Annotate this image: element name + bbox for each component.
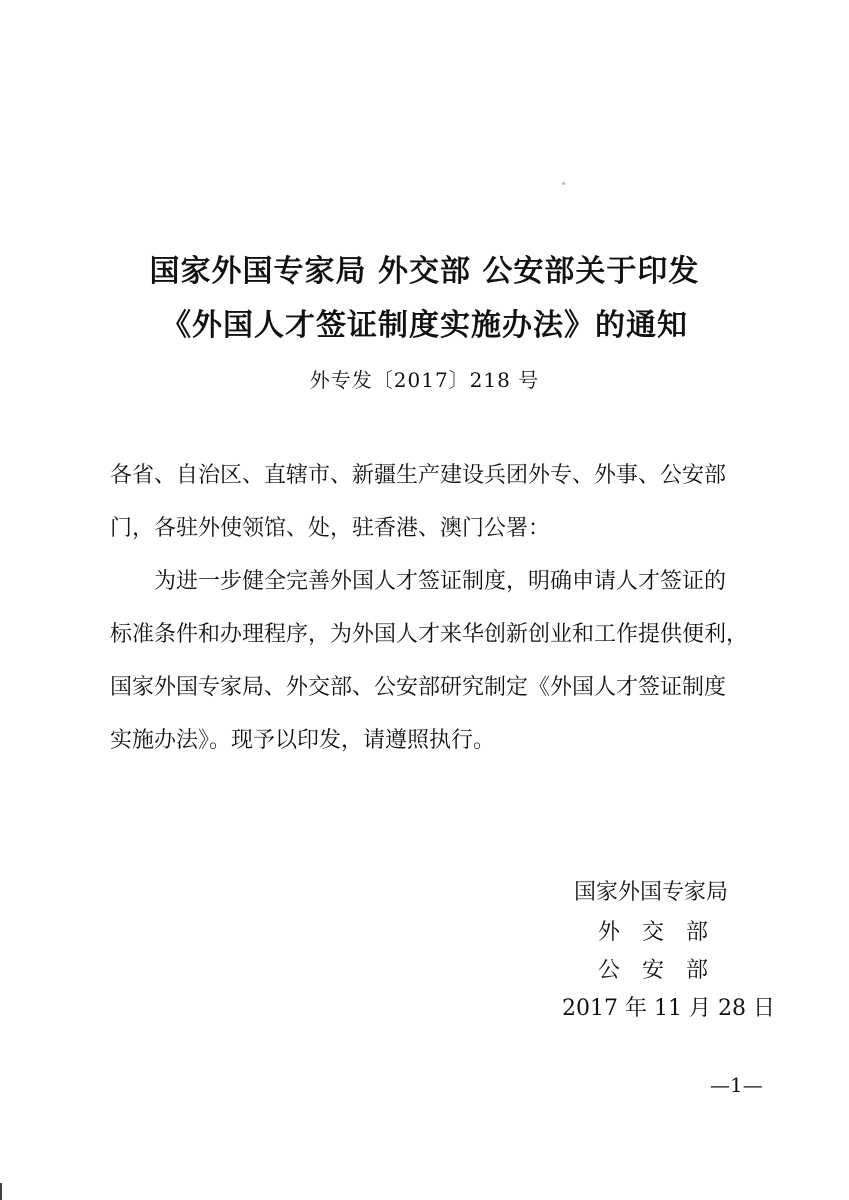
document-title-line-1: 国家外国专家局 外交部 公安部关于印发 [149, 254, 700, 289]
scan-edge-mark [0, 1183, 2, 1200]
document-title-line-2: 《外国人才签证制度实施办法》的通知 [161, 308, 688, 343]
body-paragraph-line-2: 标准条件和办理程序，为外国人才来华创新创业和工作提供便利， [110, 622, 749, 647]
issuer-foreign-experts-bureau: 国家外国专家局 [574, 880, 729, 905]
issue-date: 2017 年 11 月 28 日 [562, 996, 775, 1021]
document-number: 外专发〔2017〕218 号 [309, 368, 540, 392]
issuer-foreign-ministry: 外 交 部 [598, 920, 709, 945]
page-number: —1— [710, 1073, 763, 1097]
issuer-public-security-ministry: 公 安 部 [598, 958, 709, 983]
addressee-line-2: 门，各驻外使领馆、处，驻香港、澳门公署： [110, 516, 551, 541]
body-paragraph-line-3: 国家外国专家局、外交部、公安部研究制定《外国人才签证制度 [110, 675, 727, 700]
body-paragraph-line-4: 实施办法》。现予以印发，请遵照执行。 [110, 728, 496, 753]
addressee-line-1: 各省、自治区、直辖市、新疆生产建设兵团外专、外事、公安部 [110, 463, 727, 488]
body-paragraph-line-1: 为进一步健全完善外国人才签证制度，明确申请人才签证的 [154, 569, 727, 594]
scan-speck [562, 182, 565, 185]
